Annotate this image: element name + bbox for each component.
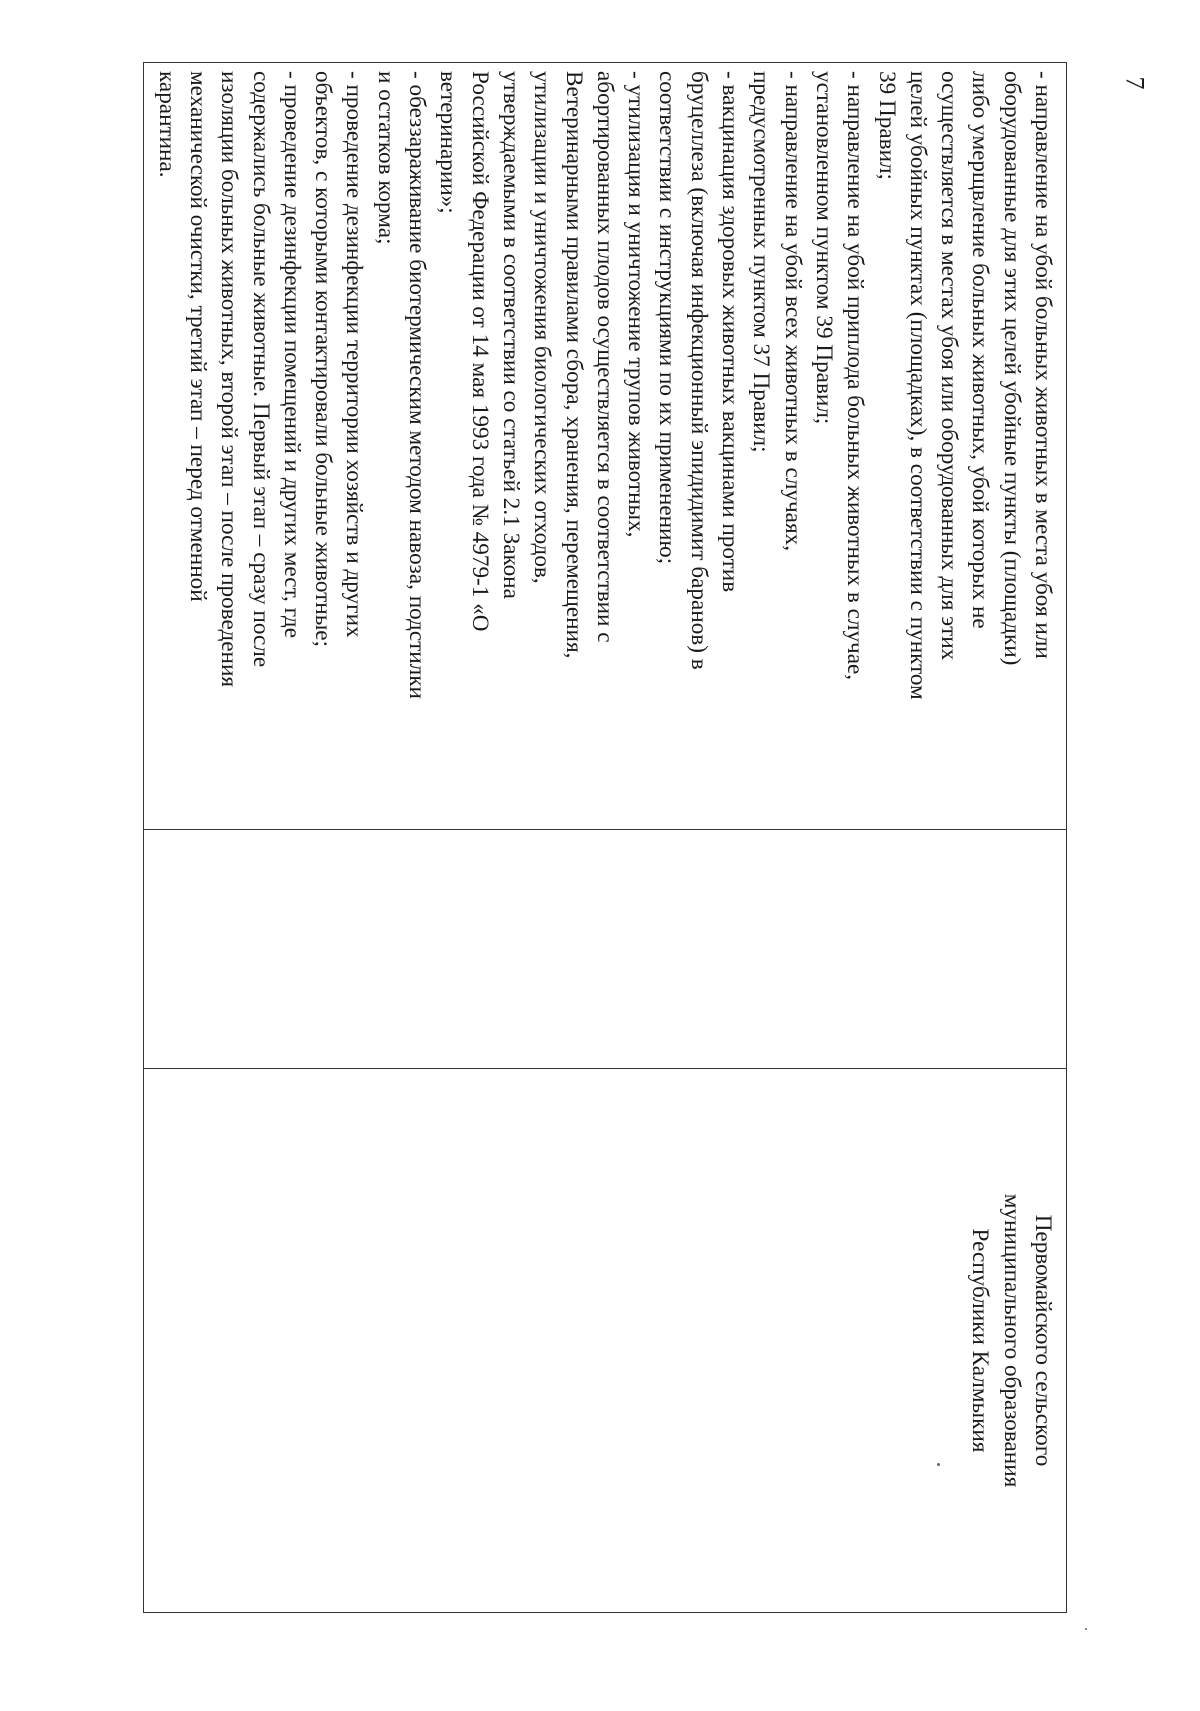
text-line: - обеззараживание биотермическим методом навоза, подстилки <box>404 71 431 699</box>
measures-cell <box>144 63 1067 830</box>
text-line: 39 Правил; <box>873 71 900 180</box>
text-line: бруцеллеза (включая инфекционный эпидидимит баранов) в <box>685 71 712 670</box>
scan-speck <box>1085 1628 1087 1630</box>
text-line: муниципального образования <box>998 1193 1025 1488</box>
text-line: - вакцинация здоровых животных вакцинами против <box>717 71 744 593</box>
responsible-cell <box>144 1069 1067 1613</box>
text-line: утилизации и уничтожения биологических отходов, <box>529 71 556 584</box>
text-line: - проведение дезинфекции помещений и других мест, где <box>278 71 305 639</box>
text-line: - направление на убой больных животных в места убоя или <box>1030 71 1056 659</box>
text-line: объектов, с которыми контактировали больные животные; <box>310 71 337 648</box>
page-number: 7 <box>1120 76 1150 90</box>
text-line: оборудованные для этих целей убойные пункты (площадки) <box>998 71 1025 666</box>
text-line: Российской Федерации от 14 мая 1993 года № 4979-1 «О <box>466 71 493 632</box>
measures-table <box>143 62 1067 1613</box>
text-line: Республики Калмыкия <box>967 1228 994 1453</box>
text-line: утверждаемыми в соответствии со статьей 2.1 Закона <box>497 71 524 599</box>
text-line: изоляции больных животных, второй этап – после проведения <box>216 71 243 688</box>
text-line: Первомайского сельского <box>1030 1214 1056 1467</box>
responsible-text <box>964 1079 1058 1602</box>
text-line: соответствии с инструкциями по их применению; <box>654 71 681 565</box>
text-line: - направление на убой приплода больных животных в случае, <box>842 71 869 681</box>
rotated-page <box>145 62 1067 1609</box>
text-line: и остатков корма; <box>372 71 399 245</box>
text-line: карантина. <box>153 71 180 178</box>
text-line: установленном пунктом 39 Правил; <box>810 71 837 425</box>
text-line: - направление на убой всех животных в случаях, <box>779 71 806 551</box>
empty-cell <box>144 830 1067 1069</box>
measures-text <box>150 71 1058 819</box>
text-line: целей убойных пунктах (площадках), в соответствии с пунктом <box>904 71 931 700</box>
text-line: ветеринарии»; <box>435 71 462 214</box>
text-line: механической очистки, третий этап – перед отменной <box>184 71 211 602</box>
text-line: содержались больные животные. Первый этап – сразу после <box>247 71 274 668</box>
table-row <box>144 63 1067 1613</box>
text-line: осуществляется в местах убоя или оборудованных для этих <box>936 71 963 661</box>
text-line: либо умерщвление больных животных, убой которых не <box>967 71 994 629</box>
text-line: - проведение дезинфекции территории хозяйств и других <box>341 71 368 638</box>
scan-speck <box>937 1463 940 1466</box>
text-line: абортированных плодов осуществляется в соответствии с <box>591 71 618 643</box>
text-line: предусмотренных пунктом 37 Правил; <box>748 71 775 453</box>
text-line: - утилизация и уничтожение трупов животных, <box>623 71 650 538</box>
text-line: Ветеринарными правилами сбора, хранения, перемещения, <box>560 71 587 659</box>
